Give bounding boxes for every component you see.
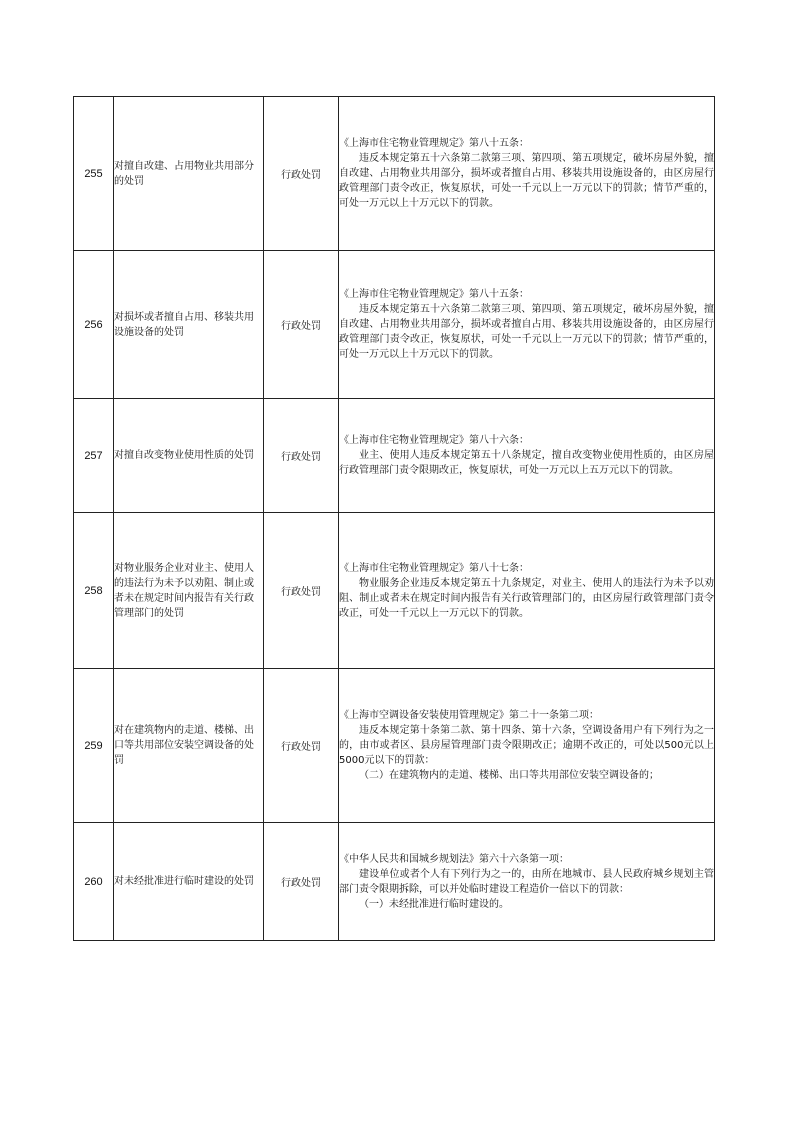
- row-number: 257: [74, 399, 114, 513]
- row-number: 256: [74, 251, 114, 399]
- legal-basis-title: 《上海市住宅物业管理规定》第八十七条：: [339, 562, 529, 574]
- legal-basis-paragraph: 建设单位或者个人有下列行为之一的，由所在地城市、县人民政府城乡规划主管部门责令限期拆除，可以并处临时建设工程造价一倍以下的罚款：: [339, 868, 714, 895]
- table-row: [74, 97, 715, 251]
- legal-basis: [339, 513, 715, 669]
- legal-basis-paragraph: （一）未经批准进行临时建设的。: [359, 898, 509, 910]
- penalty-type: 行政处罚: [264, 251, 339, 399]
- penalty-item-name: 对损坏或者擅自占用、移装共用设施设备的处罚: [114, 251, 264, 399]
- legal-basis-paragraph: （二）在建筑物内的走道、楼梯、出口等共用部位安装空调设备的；: [359, 770, 659, 781]
- penalty-item-name: 对物业服务企业对业主、使用人的违法行为未予以劝阻、制止或者未在规定时间内报告有关行政管理部门的处罚: [114, 513, 264, 669]
- penalty-item-name: 对擅自改变物业使用性质的处罚: [114, 399, 264, 513]
- penalty-table: [73, 96, 715, 941]
- legal-basis-title: 《上海市空调设备安装使用管理规定》第二十一条第二项：: [339, 710, 599, 721]
- legal-basis: [339, 823, 715, 941]
- legal-basis-paragraph: 业主、使用人违反本规定第五十八条规定，擅自改变物业使用性质的，由区房屋行政管理部门责令限期改正，恢复原状，可处一万元以上五万元以下的罚款。: [339, 450, 714, 476]
- table-row: [74, 513, 715, 669]
- row-number: 260: [74, 823, 114, 941]
- penalty-item-name: 对未经批准进行临时建设的处罚: [114, 823, 264, 941]
- legal-basis: [339, 97, 715, 251]
- penalty-type: 行政处罚: [264, 669, 339, 823]
- legal-basis-title: 《上海市住宅物业管理规定》第八十六条：: [339, 435, 529, 446]
- legal-basis: [339, 669, 715, 823]
- row-number: 255: [74, 97, 114, 251]
- table-row: [74, 823, 715, 941]
- legal-basis-paragraph: 违反本规定第五十六条第二款第三项、第四项、第五项规定，破坏房屋外貌，擅自改建、占用物业共用部分，损坏或者擅自占用、移装共用设施设备的，由区房屋行政管理部门责令改正，恢复原状，可处一千元以上一万元以下的罚款；情节严重的，可处一万元以上十万元以下的罚款。: [339, 153, 714, 209]
- row-number: 259: [74, 669, 114, 823]
- legal-basis-title: 《中华人民共和国城乡规划法》第六十六条第一项：: [339, 853, 569, 865]
- penalty-item-name: 对擅自改建、占用物业共用部分的处罚: [114, 97, 264, 251]
- penalty-type: 行政处罚: [264, 97, 339, 251]
- legal-basis: [339, 399, 715, 513]
- legal-basis-title: 《上海市住宅物业管理规定》第八十五条：: [339, 138, 529, 149]
- table-row: [74, 669, 715, 823]
- penalty-item-name: 对在建筑物内的走道、楼梯、出口等共用部位安装空调设备的处罚: [114, 669, 264, 823]
- legal-basis-paragraph: 违反本规定第十条第二款、第十四条、第十六条，空调设备用户有下列行为之一的，由市或者区、县房屋管理部门责令限期改正；逾期不改正的，可处以500元以上5000元以下的罚款：: [339, 725, 714, 766]
- penalty-type: 行政处罚: [264, 823, 339, 941]
- penalty-table-body: [74, 97, 715, 941]
- legal-basis-title: 《上海市住宅物业管理规定》第八十五条：: [339, 289, 529, 300]
- penalty-type: 行政处罚: [264, 399, 339, 513]
- legal-basis-paragraph: 物业服务企业违反本规定第五十九条规定，对业主、使用人的违法行为未予以劝阻、制止或者未在规定时间内报告有关行政管理部门的，由区房屋行政管理部门责令改正，可处一千元以上一万元以下的罚款。: [339, 577, 714, 619]
- table-row: [74, 251, 715, 399]
- legal-basis: [339, 251, 715, 399]
- row-number: 258: [74, 513, 114, 669]
- legal-basis-paragraph: 违反本规定第五十六条第二款第三项、第四项、第五项规定，破坏房屋外貌，擅自改建、占用物业共用部分，损坏或者擅自占用、移装共用设施设备的，由区房屋行政管理部门责令改正，恢复原状，可处一千元以上一万元以下的罚款；情节严重的，可处一万元以上十万元以下的罚款。: [339, 304, 714, 360]
- penalty-type: 行政处罚: [264, 513, 339, 669]
- table-row: [74, 399, 715, 513]
